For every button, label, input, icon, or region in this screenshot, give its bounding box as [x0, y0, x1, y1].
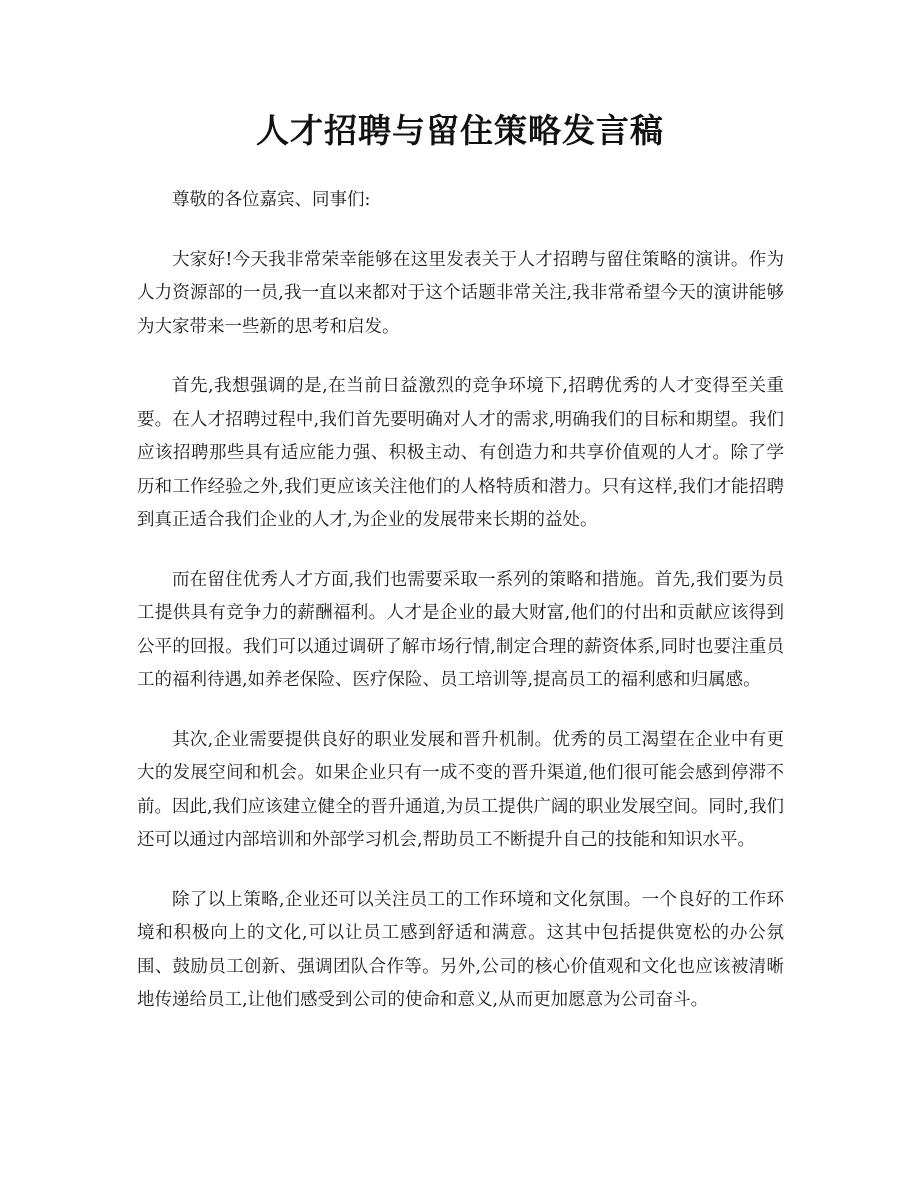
paragraph-5: 除了以上策略,企业还可以关注员工的工作环境和文化氛围。一个良好的工作环境和积极向上的文化,可以让员工感到舒适和满意。这其中包括提供宽松的办公氛围、鼓励员工创新、强调团队合作等。另外,公司的核心价值观和文化也应该被清晰地传递给员工,让他们感受到公司的使命和意义,从而更加愿意为公司奋斗。: [137, 889, 784, 1010]
paragraph-4: 其次,企业需要提供良好的职业发展和晋升机制。优秀的员工渴望在企业中有更大的发展空间和机会。如果企业只有一成不变的晋升渠道,他们很可能会感到停滞不前。因此,我们应该建立健全的晋升通道,为员工提供广阔的职业发展空间。同时,我们还可以通过内部培训和外部学习机会,帮助员工不断提升自己的技能和知识水平。: [137, 729, 784, 850]
document-body: [137, 184, 784, 1044]
paragraph-2: 首先,我想强调的是,在当前日益激烈的竞争环境下,招聘优秀的人才变得至关重要。在人才招聘过程中,我们首先要明确对人才的需求,明确我们的目标和期望。我们应该招聘那些具有适应能力强、积极主动、有创造力和共享价值观的人才。除了学历和工作经验之外,我们更应该关注他们的人格特质和潜力。只有这样,我们才能招聘到真正适合我们企业的人才,为企业的发展带来长期的益处。: [137, 376, 784, 530]
document-title: 人才招聘与留住策略发言稿: [256, 111, 664, 150]
greeting-line: 尊敬的各位嘉宾、同事们:: [172, 190, 371, 210]
paragraph-1: 大家好!今天我非常荣幸能够在这里发表关于人才招聘与留住策略的演讲。作为人力资源部的一员,我一直以来都对于这个话题非常关注,我非常希望今天的演讲能够为大家带来一些新的思考和启发。: [137, 249, 784, 337]
paragraph-3: 而在留住优秀人才方面,我们也需要采取一系列的策略和措施。首先,我们要为员工提供具有竞争力的薪酬福利。人才是企业的最大财富,他们的付出和贡献应该得到公平的回报。我们可以通过调研了解市场行情,制定合理的薪资体系,同时也要注重员工的福利待遇,如养老保险、医疗保险、员工培训等,提高员工的福利感和归属感。: [137, 569, 784, 690]
